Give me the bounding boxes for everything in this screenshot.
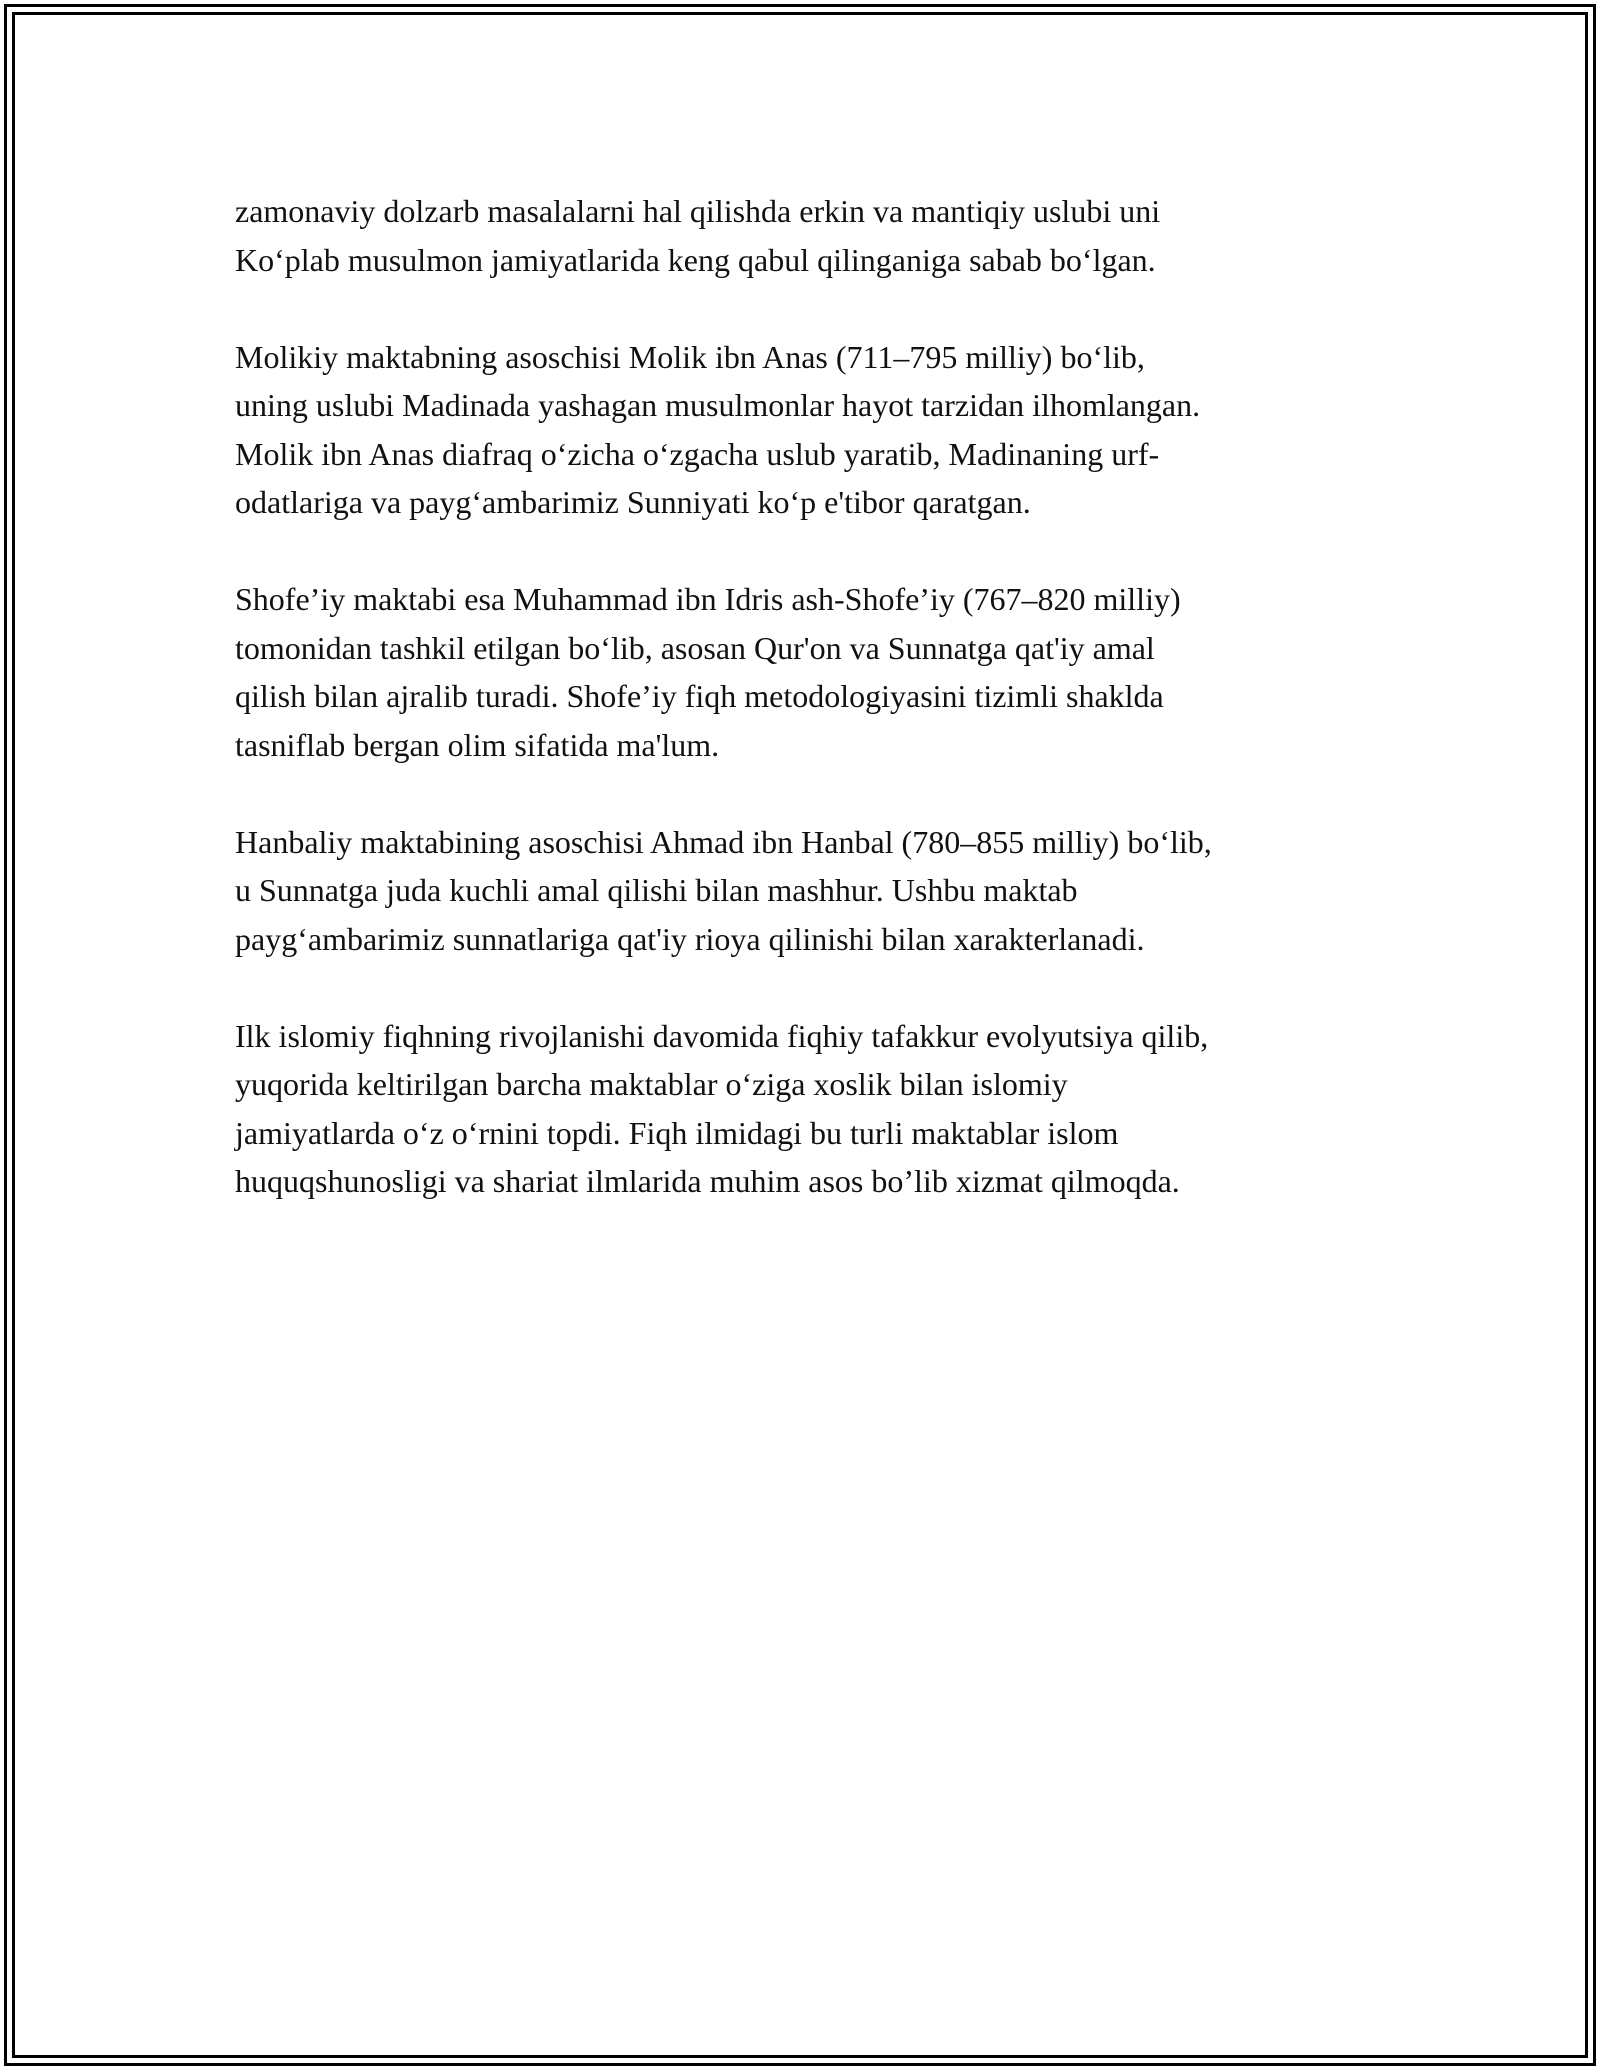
text-line: qilish bilan ajralib turadi. Shofe’iy fiqh metodologiyasini tizimli shaklda bbox=[235, 678, 1164, 714]
text-line: Hanbaliy maktabining asoschisi Ahmad ibn Hanbal (780–855 milliy) bo‘lib, bbox=[235, 823, 1212, 860]
text-line: payg‘ambarimiz sunnatlariga qat'iy rioya qilinishi bilan xarakterlanadi. bbox=[235, 920, 1145, 957]
text-line: Ko‘plab musulmon jamiyatlarida keng qabul qilinganiga sabab bo‘lgan. bbox=[235, 241, 1156, 278]
text-line: huquqshunosligi va shariat ilmlarida muhim asos bo’lib xizmat qilmoqda. bbox=[235, 1163, 1180, 1199]
text-line: Molik ibn Anas diafraq o‘zicha o‘zgacha uslub yaratib, Madinaning urf- bbox=[235, 435, 1160, 472]
text-line: Shofe’iy maktabi esa Muhammad ibn Idris ash-Shofe’iy (767–820 milliy) bbox=[235, 581, 1181, 617]
paragraph-shafii bbox=[235, 575, 1385, 769]
text-line: uning uslubi Madinada yashagan musulmonlar hayot tarzidan ilhomlangan. bbox=[235, 387, 1201, 423]
text-line: yuqorida keltirilgan barcha maktablar o‘ziga xoslik bilan islomiy bbox=[235, 1066, 1068, 1102]
text-line: tasniflab bergan olim sifatida ma'lum. bbox=[235, 726, 720, 763]
paragraph-maliki bbox=[235, 333, 1385, 527]
text-line: zamonaviy dolzarb masalalarni hal qilishda erkin va mantiqiy uslubi uni bbox=[235, 193, 1161, 229]
text-line: u Sunnatga juda kuchli amal qilishi bilan mashhur. Ushbu maktab bbox=[235, 872, 1078, 908]
paragraph-hanafi-continuation bbox=[235, 187, 1385, 284]
document-body bbox=[235, 187, 1385, 1254]
text-line: jamiyatlarda o‘z o‘rnini topdi. Fiqh ilmidagi bu turli maktablar islom bbox=[235, 1114, 1119, 1151]
text-line: Ilk islomiy fiqhning rivojlanishi davomida fiqhiy tafakkur evolyutsiya qilib, bbox=[235, 1017, 1209, 1054]
paragraph-hanbali bbox=[235, 818, 1385, 964]
text-line: tomonidan tashkil etilgan bo‘lib, asosan Qur'on va Sunnatga qat'iy amal bbox=[235, 629, 1155, 666]
paragraph-conclusion bbox=[235, 1012, 1385, 1206]
text-line: Molikiy maktabning asoschisi Molik ibn Anas (711–795 milliy) bo‘lib, bbox=[235, 338, 1145, 375]
text-line: odatlariga va payg‘ambarimiz Sunniyati ko‘p e'tibor qaratgan. bbox=[235, 484, 1031, 520]
